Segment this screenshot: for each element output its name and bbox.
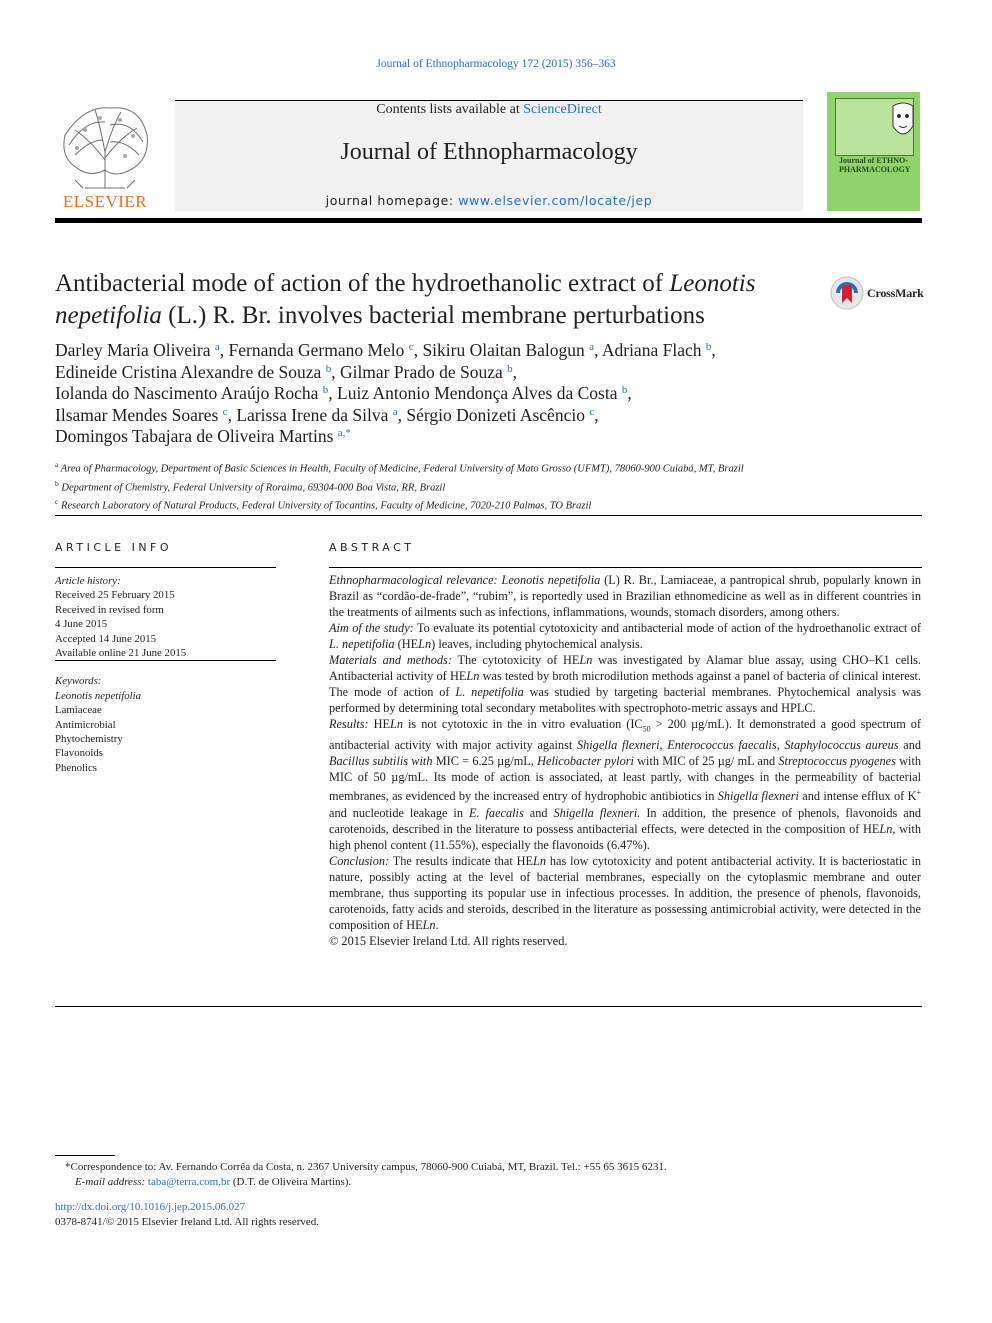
affiliation-key: b [55, 478, 59, 488]
title-text-end: (L.) R. Br. involves bacterial membrane perturbations [161, 302, 705, 329]
crossmark-icon [830, 276, 864, 310]
species-name: L. nepetifolia [455, 685, 524, 699]
author-name[interactable]: Iolanda do Nascimento Araújo Rocha [55, 383, 319, 403]
affiliation-key: c [55, 497, 59, 506]
conclusion-text: The results indicate that HE [389, 853, 534, 868]
author-name[interactable]: Domingos Tabajara de Oliveira Martins [55, 426, 334, 446]
keyword-item[interactable]: Flavonoids [55, 747, 103, 760]
contents-label: Contents lists available at [376, 102, 524, 117]
author-name[interactable]: Ilsamar Mendes Soares [55, 404, 219, 425]
journal-cover-thumbnail [827, 92, 920, 211]
contents-line [175, 102, 803, 118]
results-text: and nucleotide leakage in [329, 805, 469, 820]
author-name[interactable]: Gilmar Prado de Souza [339, 361, 503, 382]
results-text: is not cytotoxic in the in vitro evaluation (IC [403, 717, 643, 731]
footnote-rule [55, 1155, 115, 1156]
conclusion-text: has low cytotoxicity and potent antibacterial activity. It is bacteriostatic in nature, possibly acting at the level of bacterial membranes, especially on the cytoplasmic membrane and outer membrane, thus supporting its popular use in infectious processes. In addition, the presence of phenols, flavonoids, carotenoids, fatty acids and steroids, described in the literature as possessing antimicrobial activity, were detected in the composition of HE [329, 853, 922, 932]
history-label: Article history: [55, 575, 121, 587]
abbrev: Ln [533, 853, 547, 868]
abstract-copyright: © 2015 Elsevier Ireland Ltd. All rights reserved. [329, 933, 568, 948]
author-separator: , [397, 404, 407, 425]
author-name[interactable]: Darley Maria Oliveira [55, 340, 211, 360]
keyword-item[interactable]: Leonotis nepetifolia [55, 689, 142, 702]
abstract-aim [329, 620, 921, 652]
homepage-link[interactable]: www.elsevier.com/locate/jep [458, 193, 653, 208]
history-item: Accepted 14 June 2015 [55, 632, 157, 645]
methods-text: The cytotoxicity of HE [451, 653, 580, 667]
author-affiliation-marker[interactable]: b [705, 341, 712, 353]
author-affiliation-marker[interactable]: b [322, 384, 329, 396]
author-separator: , [227, 404, 237, 425]
article-title [55, 268, 815, 332]
cover-mask-icon [889, 102, 917, 142]
species-name: L. nepetifolia [329, 637, 395, 651]
relevance-text: (L) R. Br., Lamiaceae, a pantropical shrub, popularly known in Brazil as “cordão-de-frade”, “rubim”, is reportedly used in Brazilian ethnomedicine as well as in different countries in the treatments of ailments such as infections, inflammations, wounds, stomach disorders, among others. [329, 573, 922, 619]
species-name: Leonotis nepetifolia [501, 573, 601, 587]
journal-title: Journal of Ethnopharmacology [340, 139, 638, 165]
author-affiliation-marker[interactable]: c [222, 405, 228, 418]
doi-link[interactable]: http://dx.doi.org/10.1016/j.jep.2015.06.027 [55, 1201, 246, 1213]
author-separator: , [328, 383, 338, 403]
abstract-body [329, 572, 921, 949]
keyword-list [55, 689, 275, 775]
results-text: and intense efflux of K [798, 789, 917, 804]
species-name: Shigella flexneri [717, 789, 799, 804]
abstract-conclusion [329, 853, 921, 933]
crossmark-label: CrossMark [867, 286, 924, 300]
article-footer [55, 1200, 555, 1230]
results-text: > 200 µg/mL). It demonstrated a good spectrum of antibacterial activity with major activity against [329, 717, 921, 753]
history-item: 4 June 2015 [55, 618, 108, 631]
title-text: Antibacterial mode of action of the hydroethanolic extract of [55, 270, 670, 297]
author-separator: , [331, 361, 340, 382]
title-species: Leonotis nepetifolia [55, 270, 756, 329]
keywords-label: Keywords: [55, 675, 102, 688]
affiliation-item [55, 495, 925, 514]
affiliation-text: Department of Chemistry, Federal University of Roraima, 69304-000 Boa Vista, RR, Brazil [61, 482, 446, 493]
article-info-heading: ARTICLE INFO [55, 541, 173, 554]
author-name[interactable]: Sikiru Olaitan Balogun [422, 340, 585, 360]
author-name[interactable]: Fernanda Germano Melo [228, 340, 405, 360]
abstract-relevance [329, 572, 921, 620]
abstract-methods [329, 652, 921, 716]
email-link[interactable]: taba@terra.com.br [147, 1175, 231, 1188]
email-label: E-mail address: [75, 1175, 146, 1188]
results-text: In addition, the presence of phenols, flavonoids and carotenoids, described in the literature to possess antibacterial effects, were detected in the composition of HE [329, 805, 921, 836]
results-text: HE [368, 717, 391, 731]
author-affiliation-marker[interactable]: b [325, 362, 332, 375]
abbrev: Ln [466, 669, 480, 683]
keyword-item[interactable]: Phenolics [55, 761, 97, 774]
abbrev: Ln [579, 653, 593, 667]
methods-text: was tested by broth microdilution methods against a panel of bacteria of clinical interest. The mode of action of [329, 669, 921, 699]
crossmark-button[interactable] [830, 276, 930, 310]
email-line [55, 1175, 935, 1190]
history-item: Received 25 February 2015 [55, 589, 175, 602]
affiliation-list [55, 458, 925, 514]
author-name[interactable]: Larissa Irene da Silva [236, 404, 389, 425]
author-separator: , [594, 340, 602, 360]
abbrev: Ln [422, 917, 436, 932]
article-info [55, 560, 275, 775]
conclusion-label: Conclusion: [329, 853, 390, 868]
elsevier-logo-text: ELSEVIER [62, 192, 148, 211]
abbrev: Ln [390, 717, 404, 731]
header-rule [55, 218, 922, 223]
author-separator: , [413, 340, 423, 360]
correspondence-footnote [55, 1160, 935, 1189]
history-item: Available online 21 June 2015 [55, 647, 187, 660]
author-separator: , [627, 383, 632, 403]
subscript: 50 [642, 724, 651, 734]
results-text: MIC = 6.25 µg/mL, [432, 754, 538, 769]
author-name[interactable]: Sérgio Donizeti Ascêncio [406, 404, 585, 425]
sciencedirect-link[interactable]: ScienceDirect [523, 102, 602, 117]
results-label: Results: [329, 717, 369, 731]
correspondence-line [55, 1160, 935, 1175]
species-name: E. faecalis [468, 805, 524, 820]
keyword-item[interactable]: Lamiaceae [55, 704, 102, 717]
author-separator: , [711, 340, 716, 360]
methods-label: Materials and methods: [329, 653, 452, 667]
history-list [55, 588, 275, 660]
homepage-label: journal homepage: [325, 193, 459, 208]
correspondence-text: Correspondence to: Av. Fernando Corrêa da Costa, n. 2367 University campus, 78060-900 Cuiabá, MT, Brazil. Tel.: +55 65 3615 6231. [70, 1161, 667, 1173]
author-list [55, 340, 845, 448]
results-text: and [523, 805, 554, 820]
affiliation-text: Research Laboratory of Natural Products, Federal University of Tocantins, Faculty of Medicine, 7020-210 Palmas, TO Brazil [60, 500, 592, 512]
aim-text: To evaluate its potential cytotoxicity and antibacterial mode of action of the hydroethanolic extract of [413, 621, 921, 635]
author-separator: , [512, 361, 517, 382]
affiliation-item [55, 458, 925, 477]
journal-citation-link[interactable]: Journal of Ethnopharmacology 172 (2015) 356–363 [376, 58, 616, 70]
author-affiliation-marker[interactable]: b [621, 384, 628, 396]
author-affiliation-marker[interactable]: a [214, 341, 220, 353]
species-name: Streptococcus pyogenes [778, 754, 896, 769]
affiliation-text: Area of Pharmacology, Department of Basic Sciences in Health, Faculty of Medicine, Federal University of Mato Grosso (UFMT), 78060-900 Cuiabá, MT, Brazil [60, 463, 744, 475]
results-text: with MIC of 25 µg/ mL and [633, 754, 779, 769]
cover-title: Journal of ETHNO-PHARMACOLOGY [839, 156, 911, 174]
abbrev: Ln [418, 637, 432, 651]
species-name: Bacillus subtilis with [329, 754, 433, 769]
affiliation-item [55, 477, 925, 496]
affiliation-key: a [55, 460, 59, 469]
aim-label: Aim of the study: [329, 621, 414, 635]
author-separator: , [219, 340, 229, 360]
email-suffix: (D.T. de Oliveira Martins). [230, 1175, 352, 1188]
author-affiliation-marker[interactable]: c [589, 405, 595, 418]
abstract-heading: ABSTRACT [329, 541, 415, 554]
author-name[interactable]: Adriana Flach [601, 340, 702, 360]
author-affiliation-marker[interactable]: a [392, 405, 398, 418]
affiliation-rule [55, 515, 922, 516]
issn-copyright: 0378-8741/© 2015 Elsevier Ireland Ltd. All rights reserved. [55, 1216, 320, 1228]
relevance-label: Ethnopharmacological relevance: [329, 573, 498, 587]
results-text: , with high phenol content (11.55%), especially the flavonoids (6.47%). [329, 821, 921, 852]
author-affiliation-marker[interactable]: c [408, 341, 414, 353]
results-text: and [898, 738, 921, 753]
abstract-end-rule [55, 1006, 922, 1007]
author-name[interactable]: Edineide Cristina Alexandre de Souza [55, 361, 322, 382]
abbrev: Ln [879, 821, 893, 836]
aim-text: ) leaves, including phytochemical analysis. [431, 637, 643, 651]
history-rule [55, 660, 276, 661]
aim-text: (HE [394, 637, 419, 651]
author-affiliation-marker[interactable]: b [507, 362, 513, 375]
author-affiliation-marker[interactable]: a [589, 341, 595, 353]
footnote-star: * [65, 1161, 71, 1173]
author-separator: , [594, 404, 599, 425]
results-text: with MIC of 50 µg/mL. Its mode of action is associated, at least partly, with changes in the permeability of bacterial membranes, as evidenced by the increased entry of hydrophobic antibiotics in [329, 754, 922, 804]
methods-text: was studied by targeting bacterial membranes. Phytochemical analysis was performed by determining total secondary metabolites with spectrophoto-metric assays and HPLC. [329, 685, 921, 715]
author-name[interactable]: Luiz Antonio Mendonça Alves da Costa [337, 383, 618, 403]
keyword-item[interactable]: Antimicrobial [55, 718, 116, 731]
species-name: Helicobacter pylori [537, 754, 634, 769]
abstract-rule [329, 567, 922, 568]
methods-text: was investigated by Alamar blue assay, using CHO–K1 cells. Antibacterial activity of HE [329, 653, 921, 683]
abstract-results [329, 716, 921, 853]
author-affiliation-marker[interactable]: a,* [337, 427, 351, 439]
species-name: Shigella flexneri, Enterococcus faecalis, Staphylococcus aureus [576, 738, 899, 753]
keyword-item[interactable]: Phytochemistry [55, 733, 123, 746]
superscript: + [916, 788, 921, 798]
elsevier-logo [55, 100, 155, 212]
journal-banner [175, 100, 803, 211]
conclusion-text: . [435, 917, 439, 932]
species-name: Shigella flexneri. [553, 805, 641, 820]
history-item: Received in revised form [55, 603, 164, 616]
journal-homepage [175, 193, 803, 208]
